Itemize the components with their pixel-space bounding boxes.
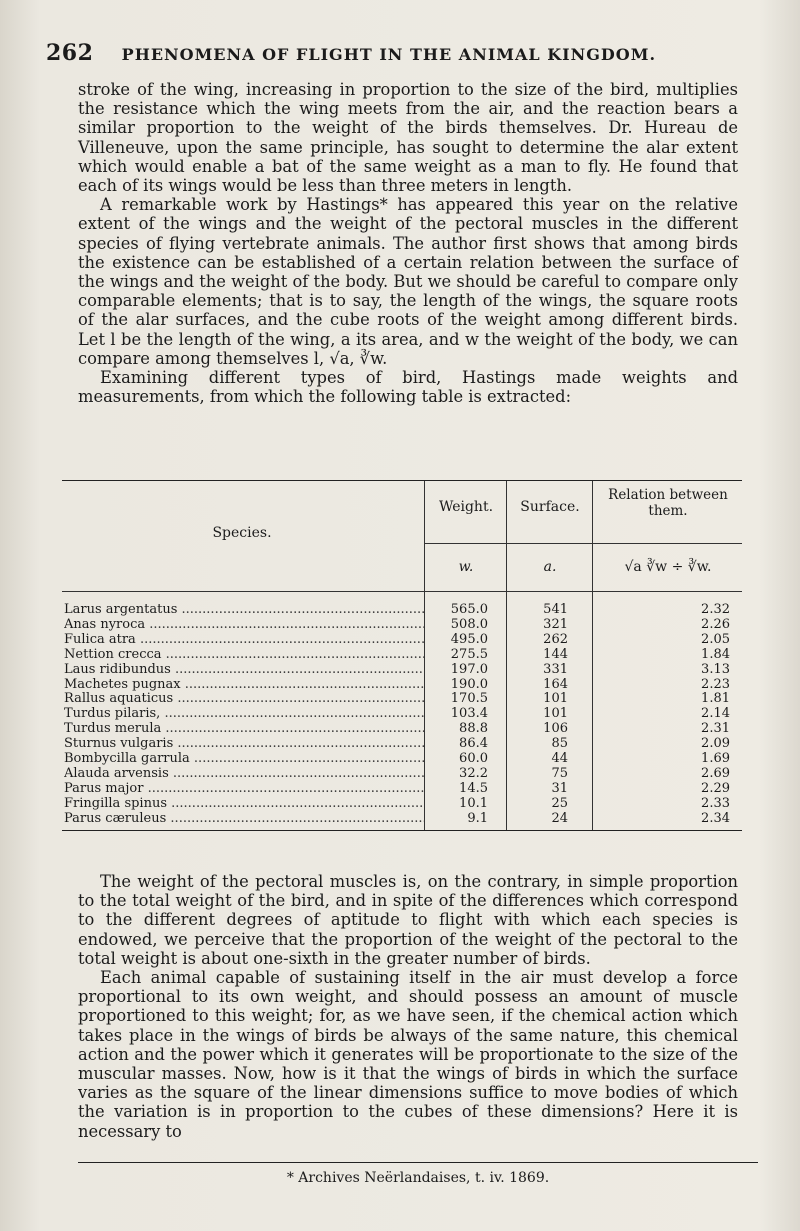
weight-cell: 190.0 <box>450 676 488 692</box>
species-cell: Fulica atra ..... <box>64 632 424 648</box>
species-cell: Machetes pugnax ..... <box>64 677 424 693</box>
surface-cell: 321 <box>543 616 568 632</box>
table-row <box>62 632 742 648</box>
surface-cell: 101 <box>543 691 568 707</box>
surface-cell: 24 <box>551 810 568 826</box>
table-row <box>62 721 742 737</box>
table-row <box>62 736 742 752</box>
species-cell: Bombycilla garrula ..... <box>64 751 424 767</box>
relation-cell: 2.69 <box>701 765 730 781</box>
footnote: * Archives Neërlandaises, t. iv. 1869. <box>286 1170 550 1186</box>
weight-cell: 32.2 <box>459 765 488 781</box>
surface-cell: 331 <box>543 661 568 677</box>
relation-cell: 1.69 <box>701 751 730 766</box>
relation-cell: 2.14 <box>701 706 730 722</box>
relation-cell: 2.09 <box>701 736 730 752</box>
body-text-top <box>78 80 738 406</box>
weight-cell: 103.4 <box>450 706 488 722</box>
surface-header: Surface. <box>520 499 580 515</box>
surface-cell: 44 <box>551 751 568 766</box>
surface-cell: 101 <box>543 706 568 722</box>
relation-cell: 2.32 <box>701 602 730 617</box>
table-row <box>62 781 742 797</box>
relation-cell: 3.13 <box>701 661 730 677</box>
species-cell: Alauda arvensis ..... <box>64 766 424 782</box>
weight-header: Weight. <box>438 499 494 515</box>
paragraph: Examining different types of bird, Hastings made weights and measurements, from which the following table is extracted: <box>78 368 738 407</box>
relation-cell: 2.33 <box>701 795 730 811</box>
weight-cell: 275.5 <box>450 646 488 662</box>
weight-cell: 86.4 <box>459 736 488 752</box>
weight-cell: 508.0 <box>450 616 488 632</box>
species-header: Species. <box>212 525 272 541</box>
weight-cell: 565.0 <box>450 602 488 617</box>
table-row <box>62 617 742 633</box>
table-row <box>62 691 742 707</box>
species-cell: Parus cæruleus ..... <box>64 811 424 827</box>
paragraph: A remarkable work by Hastings* has appeared this year on the relative extent of the wings and the weight of the pectoral muscles in the different species of flying vertebrate animals. The author first shows that among birds the existence can be established of a certain relation between the surface of the wings and the weight of the body. But we should be careful to compare only comparable elements; that is to say, the length of the wings, the square roots of the alar surfaces, and the cube roots of the weight among different birds. Let l be the length of the wing, a its area, and w the weight of the body, we can compare among themselves l, √a, ∛w. <box>78 195 738 368</box>
species-cell: Turdus pilaris, ..... <box>64 706 424 722</box>
species-cell: Rallus aquaticus ..... <box>64 691 424 707</box>
surface-cell: 25 <box>551 795 568 811</box>
relation-header: Relation between them. <box>608 487 728 519</box>
surface-cell: 75 <box>551 765 568 781</box>
weight-cell: 14.5 <box>459 780 488 796</box>
table-row <box>62 811 742 827</box>
paragraph: stroke of the wing, increasing in proportion to the size of the bird, multiplies the resistance which the wing meets from the air, and the reaction bears a similar proportion to the weight of the birds themselves. Dr. Hureau de Villeneuve, upon the same principle, has sought to determine the alar extent which would enable a bat of the same weight as a man to fly. He found that each of its wings would be less than three meters in length. <box>78 80 738 196</box>
species-cell: Anas nyroca ..... <box>64 617 424 633</box>
species-cell: Turdus merula ..... <box>64 721 424 737</box>
species-cell: Nettion crecca ..... <box>64 647 424 663</box>
header-rule <box>424 543 742 544</box>
species-cell: Parus major ..... <box>64 781 424 797</box>
table-row <box>62 677 742 693</box>
relation-cell: 2.26 <box>701 616 730 632</box>
weight-cell: 197.0 <box>450 661 488 677</box>
species-cell: Sturnus vulgaris ..... <box>64 736 424 752</box>
paragraph: Each animal capable of sustaining itself in the air must develop a force proportional to its own weight, and should possess an amount of muscle proportioned to this weight; for, as we have seen, if the chemical action which takes place in the wings of birds be always of the same nature, this chemical action and the power which it generates will be proportionate to the size of the muscular masses. Now, how is it that the wings of birds in which the surface varies as the square of the linear dimensions suffice to move bodies of which the variation is in proportion to the cubes of these dimensions? Here it is necessary to <box>78 968 738 1141</box>
surface-cell: 262 <box>543 631 568 647</box>
surface-symbol: a. <box>543 559 557 575</box>
surface-cell: 541 <box>543 602 568 617</box>
relation-cell: 2.05 <box>701 631 730 647</box>
weight-cell: 10.1 <box>459 795 488 811</box>
weight-cell: 495.0 <box>450 631 488 647</box>
species-table <box>62 480 742 831</box>
species-cell: Fringilla spinus ..... <box>64 796 424 812</box>
surface-cell: 85 <box>551 736 568 752</box>
surface-cell: 31 <box>551 780 568 796</box>
surface-cell: 144 <box>543 646 568 662</box>
column-rule <box>424 481 425 591</box>
running-title: PHENOMENA OF FLIGHT IN THE ANIMAL KINGDOM. <box>121 45 657 64</box>
relation-formula: √a ∛w ÷ ∛w. <box>624 559 712 575</box>
surface-cell: 106 <box>543 721 568 737</box>
table-row <box>62 647 742 663</box>
table-row <box>62 766 742 782</box>
column-rule <box>506 481 507 591</box>
weight-cell: 9.1 <box>467 810 488 826</box>
column-rule <box>592 481 593 591</box>
relation-cell: 2.31 <box>701 721 730 737</box>
table-body <box>62 592 742 830</box>
weight-cell: 88.8 <box>459 721 488 737</box>
relation-cell: 1.81 <box>701 691 730 707</box>
relation-cell: 2.23 <box>701 676 730 692</box>
table-row <box>62 602 742 618</box>
weight-cell: 60.0 <box>459 751 488 766</box>
relation-cell: 1.84 <box>701 646 730 662</box>
weight-cell: 170.5 <box>450 691 488 707</box>
relation-cell: 2.29 <box>701 780 730 796</box>
table-row <box>62 706 742 722</box>
surface-cell: 164 <box>543 676 568 692</box>
paragraph: The weight of the pectoral muscles is, on the contrary, in simple proportion to the total weight of the bird, and in spite of the differences which correspond to the different degrees of aptitude to flight with which each species is endowed, we perceive that the proportion of the weight of the pectoral to the total weight is about one-sixth in the greater number of birds. <box>78 872 738 968</box>
species-cell: Laus ridibundus ..... <box>64 662 424 678</box>
relation-cell: 2.34 <box>701 810 730 826</box>
table-row <box>62 751 742 767</box>
running-head <box>46 40 746 66</box>
species-cell: Larus argentatus ..... <box>64 602 424 618</box>
table-row <box>62 662 742 678</box>
table-header <box>62 481 742 592</box>
weight-symbol: w. <box>458 559 474 575</box>
table-row <box>62 796 742 812</box>
page-number: 262 <box>46 40 94 66</box>
body-text-bottom <box>78 872 738 1141</box>
footnote-rule <box>78 1162 758 1163</box>
